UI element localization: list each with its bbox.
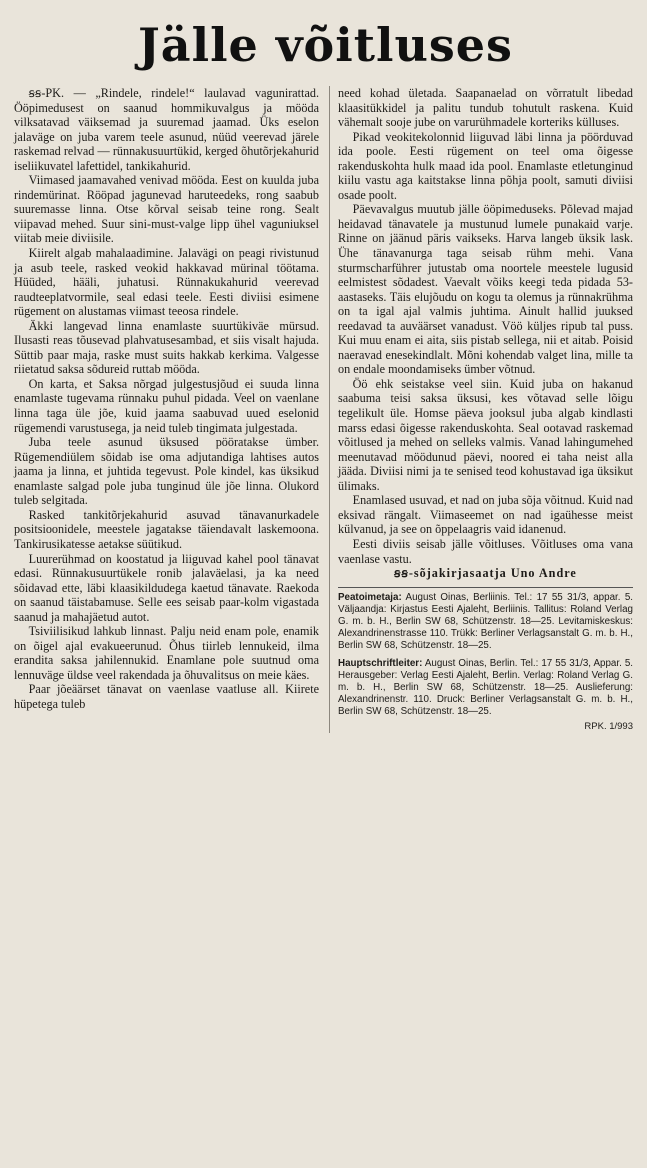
imprint-text: August Oinas, Berliinis. Tel.: 17 55 31/3, appar. 5. Väljaandja: Kirjastus Eesti Ajaleht, Berliinis. Tallitus: Roland Verlag G. m. b. H., Berlin SW 68, Schützenstr. 18—25. Levitamiskeskus: Alexandrinenstrasse 110. Trükk: Berliner Verlagsanstalt G. m. b. H., Berlin SW 68, Schützenstr. 18—25. (338, 591, 633, 652)
imprint-lead: Hauptschriftleiter: (338, 657, 423, 669)
paragraph: Viimased jaamavahed venivad mööda. Eest on kuulda juba rindemürinat. Rööpad jagunevad harutеedeks, rong saabub suuremasse linna. Otse kõrval seisab teine rong. Sealt viipavad mehed. Suur sini-must-valge lipp ühel vaguniuksel viitab meie diviisile. (14, 173, 319, 246)
imprint-box (338, 587, 633, 733)
paragraph: Paar jõeäärset tänavat on vaenlase vaatluse all. Kiirete hüpetega tuleb (14, 682, 319, 711)
right-column (329, 86, 633, 733)
paragraph: Pikad veokitekolonnid liiguvad läbi linna ja pöörduvad ida poole. Eesti rügement on teel oma õigesse rakenduskohta hulk maad ida pool. Enamlaste etletunginud kiilu vastu aga kaitstakse linna põhja poolt, samuti diviisi osade poolt. (338, 129, 633, 202)
imprint-estonian (338, 592, 633, 653)
imprint-lead: Peatoimetaja: (338, 591, 402, 603)
paragraph: On karta, et Saksa nõrgad julgestusjõud ei suuda linna enamlaste tugevama rünnaku puhul pidada. Veel on vaenlane linna taga üle jõe, kuid jaama saabuvad uued eselonid rügemendi varustusega, ja neid tuleb tingimata julgestada. (14, 376, 319, 435)
paragraph: Öö ehk seistakse veel siin. Kuid juba on hakanud saabuma teisi saksa üksusi, kes võtavad selle lõigu tegelikult üle. Homse päeva jooksul juba algab kindlasti marss edasi õigesse rakenduskohta. Seal ootavad raskemad võitlused ja mehed on selleks valmis. Vanad lahingumehed meenutavad möödunud päevi, noored ei taha neist alla jääda. Diviisi nimi ja te senised teod kohustavad iga üksikut ülimaks. (338, 376, 633, 493)
paragraph: Kiirelt algab mahalaadimine. Jalavägi on peagi rivistunud ja asub teele, rasked veokid hakkavad mürinal töötama. Hüüded, hääli, juhatusi. Rünnakukahurid veerevad raudteeplatvormile, seal edasi teele. Eesti diviisi esimene rügement on alustamas viimast teeosa rindele. (14, 246, 319, 319)
article-columns (14, 86, 637, 733)
paragraph: Enamlased usuvad, et nad on juba sõja võitnud. Kuid nad eksivad rängalt. Viimaseemet on nad igaühesse meist külvanud, ja see on õppelaagris vaid idanenud. (338, 493, 633, 537)
paragraph: Äkki langevad linna enamlaste suurtükiväe mürsud. Ilusasti reas tõusevad plahvatusesambad, et siis visalt hajuda. Süttib paar maja, raske must suits hakkab kerkima. Valgesse riietatud saksa sõdureid ruttab mööda. (14, 318, 319, 377)
print-code: RPK. 1/993 (584, 720, 633, 732)
paragraph: Juba teele asunud üksused pööratakse ümber. Rügemendiülem sõidab ise oma adjutandiga lahtises autos jaama ja linna, et juhtida tegevust. Pole kindel, kas üksikud enamlaste salgad pole juba tunginud üle jõe linna. Olukord tuleb selgitada. (14, 435, 319, 508)
paragraph: ꞩꞩ-PK. — „Rindele, rindele!“ laulavad vagunirattad. Ööpimedusest on saanud hommikuvalgus ja mööda vilksatavad väiksemad ja suuremad jaamad. Üks eselon jalaväge on juba varem teele asunud, nüüd veerevad järele raskemad relvad — rünnakusuurtükid, kerged õhutõrjekahurid iseliikuvatel lafettidel, tankikahurid. (14, 86, 319, 173)
paragraph: need kohad ületada. Saapanaelad on võrratult libedad klaasitükkidel ja palitu tundub tohutult raskena. Kuid vähemalt sooje jube on varurühmadele korteriks külluses. (338, 86, 633, 130)
paragraph: Luurerühmad on koostatud ja liiguvad kahel pool tänavat edasi. Rünnakusuurtükele ronib jalaväelasi, ja ka need sõidavad ette, läbi klaasikildudega kaetud tänavate. Raekoda on saanud täistabamuse. Selle ees seisab paar-kolm vigastada saanud ja mahajäetud autot. (14, 551, 319, 624)
paragraph: Päevavalgus muutub jälle ööpimeduseks. Põlevad majad heidavad tänavatele ja mustunud lumele punakaid varje. Rinne on jäänud päris vaikseks. Harva langeb üksik lask. Ühe tänavanurga taga seisab rühm mehi. Vana sturmscharführer jutustab oma noortele meestele lugusid eelmistest sõdadest. Vaevalt võiks keegi teda pidada 53-aastaseks. Täis elujõudu on kogu ta olemus ja rünnakrühma on ta igal ajal valmis juhtima. Ainult hallid juuksed reedavad ta auväärset vanadust. Vöö küljes ripub tal puss. Kui muu enam ei aita, siis pistab sellega, nii et aitab. Poisid naeravad enesekindlalt. Mõni kohendab valget lina, mille ta on endale moondamiseks ümber võtnud. (338, 202, 633, 377)
paragraph: Rasked tankitõrjekahurid asuvad tänavanurkadele positsioonidele, meestele jagatakse täiendavalt laskemoona. Tankirusikatesse aetakse süütikud. (14, 507, 319, 551)
imprint-text: August Oinas, Berlin. Tel.: 17 55 31/3, Appar. 5. Herausgeber: Verlag Eesti Ajaleht, Berlin. Verlag: Roland Verlag G. m. b. H., Berlin SW 68, Schützenstr. 18—25. Auslieferung: Alexandrinenstr. 110. Druck: Berliner Verlagsanstalt G. m. b. H., Berlin SW 68, Schützenstr. 18—25. (338, 657, 634, 718)
paragraph: Eesti diviis seisab jälle võitluses. Võitluses oma vana vaenlase vastu. (338, 536, 633, 566)
article-byline: ꞩꞩ-sõjakirjasaatja Uno Andre (394, 566, 577, 581)
paragraph: Tsiviilisikud lahkub linnast. Palju neid enam pole, enamik on õigel ajal evakueerunud. Õhus tiirleb lennukeid, ilma erandita saksa jahilennukid. Enamlane pole suutnud oma lennuväge üldse veel rakendada ja õhuvalitsus on meie käes. (14, 624, 319, 682)
left-column (14, 86, 319, 733)
article-title: Jälle võitluses (138, 18, 513, 72)
imprint-german (338, 658, 633, 719)
